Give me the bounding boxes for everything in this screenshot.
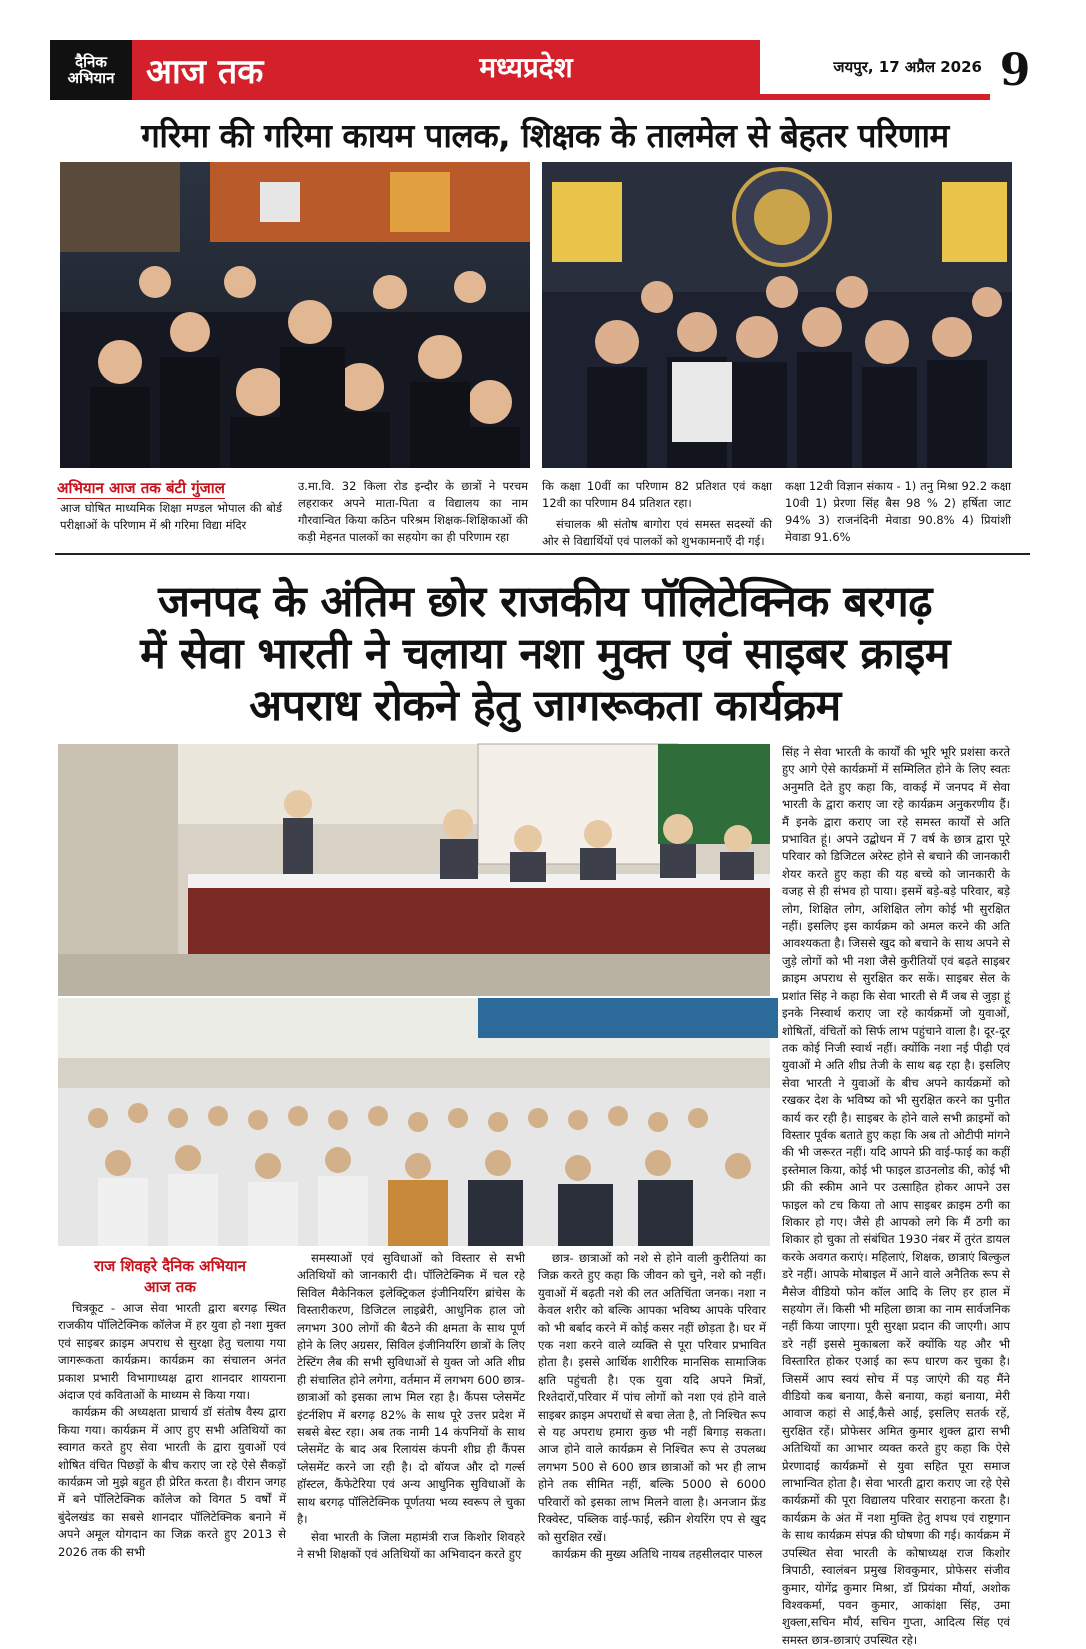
masthead <box>50 40 1040 100</box>
story2-headline-line1: जनपद के अंतिम छोर राजकीय पॉलिटेक्निक बरगढ़ <box>158 577 932 627</box>
story2-col1-para2: कार्यक्रम की अध्यक्षता प्राचार्य डॉ संतोष वैस्य द्वारा किया गया। कार्यक्रम में आए हुए सभी अतिथियों का स्वागत करते हुए सेवा भारती के द्वारा युवाओं एवं शोषित वंचित पिछड़ों के बीच कराए जा रहे ऐसे सैकड़ों कार्यक्रम जो मुझे बहुत ही प्रेरित करता है। वीरान जगह में बने पॉलिटेक्निक कॉलेज को विगत 5 वर्षों में बुंदेलखंड का सबसे शानदार पॉलिटेक्निक बनाने में अपने अमूल योगदान का जिक्र करते हुए 2013 से 2026 तक की सभी <box>58 1405 286 1559</box>
story1-col2: उ.मा.वि. 32 किला रोड इन्दौर के छात्रों ने परचम लहराकर अपने माता-पिता व विद्यालय का नाम गौरवान्वित किया कठिन परिश्रम शिक्षक-शिक्षिकाओं की कड़ी मेहनत पालकों का सहयोग का ही परिणाम रहा <box>298 479 528 544</box>
story1-byline: अभियान आज तक बंटी गुंजाल <box>57 479 225 497</box>
story2-headline <box>50 576 1040 732</box>
brand-line2: अभियान <box>67 69 115 87</box>
story2-headline-line3: अपराध रोकने हेतु जागरूकता कार्यक्रम <box>249 681 841 731</box>
story1-photo-right <box>542 162 1012 468</box>
story2-col2 <box>297 1250 525 1570</box>
dateline-area <box>760 40 990 100</box>
story2-col3 <box>538 1250 766 1570</box>
story1-photo-left <box>60 162 530 468</box>
story2-col4 <box>782 744 1010 1647</box>
story1-col3-para2: संचालक श्री संतोष बागोरा एवं समस्त सदस्यों की ओर से विद्यार्थियों एवं पालकों को शुभकामनाएँ दी गई। <box>542 517 772 548</box>
story1-col1: आज घोषित माध्यमिक शिक्षा मण्डल भोपाल की बोर्ड परीक्षाओं के परिणाम में श्री गरिमा विद्या मंदिर <box>60 501 282 532</box>
story1-col4: कक्षा 12वी विज्ञान संकाय - 1) तनु मिश्रा 92.2 कक्षा 10वी 1) प्रेरणा सिंह बैस 98 % 2) हर्षिता जाट 94% 3) राजनंदिनी मेवाडा 90.8% 4) प्रियांशी मेवाडा 91.6% <box>785 479 1011 544</box>
story2-col3-para1: छात्र- छात्राओं को नशे से होने वाली कुरीतियां का जिक्र करते हुए कहा कि जीवन को चुने, नशे को नहीं। युवाओं में बढ़ती नशे की लत अतिचिंता जनक। नशा न केवल शरीर को बल्कि आपका भविष्य आपके परिवार को भी बर्बाद करने में कोई कसर नहीं छोड़ता है। घर में एक नशा करने वाले व्यक्ति से पूरा परिवार प्रभावित होता है। इससे आर्थिक शारीरिक मानसिक सामाजिक क्षति पहुंचती है। एक युवा यदि अपने मित्रों, रिश्तेदारों,परिवार में पांच लोगों को नशा एवं होने वाले साइबर क्राइम अपराधों से बचा लेता है, तो निश्चित रूप से यह अपराध हमारा कुछ भी नहीं बिगाड़ सकता। आज होने वाले कार्यक्रम से निश्चित रूप से उपलब्ध लगभग 500 से 600 छात्र छात्राओं को भर ही लाभ होने तक सीमित नहीं, बल्कि 5000 से 6000 परिवारों को इसका लाभ मिलने वाला है। अनजान फ्रेंड रिक्वेस्ट, पब्लिक वाई-फाई, स्क्रीन शेयरिंग एप से खुद को सुरक्षित रखें। <box>538 1251 766 1544</box>
brand-line1: दैनिक <box>75 52 107 71</box>
story2-headline-line2: में सेवा भारती ने चलाया नशा मुक्त एवं साइबर क्राइम <box>140 629 950 679</box>
story1-headline: गरिमा की गरिमा कायम पालक, शिक्षक के तालमेल से बेहतर परिणाम <box>141 116 949 155</box>
page-number: 9 <box>999 44 1031 96</box>
story2-byline-line1: राज शिवहरे दैनिक अभियान <box>94 1257 246 1275</box>
story2-col2-para2: सेवा भारती के जिला महामंत्री राज किशोर शिवहरे ने सभी शिक्षकों एवं अतिथियों का अभिवादन करते हुए <box>297 1529 525 1561</box>
brand-logo-box <box>50 40 132 100</box>
story2-photo-top <box>58 744 770 996</box>
story2-col4-para1: सिंह ने सेवा भारती के कार्यों की भूरि भूरि प्रशंसा करते हुए आगे ऐसे कार्यक्रमों में सम्मिलित होने के लिए स्वतः अनुमति देते हुए कहा कि, वाकई में जनपद में सेवा भारती के द्वारा कराए जा रहे कार्यक्रम अनुकरणीय हैं। मैं इनके द्वारा कराए जा रहे समस्त कार्यों से अति प्रभावित हूं। अपने उद्बोधन में 7 वर्ष के छात्र द्वारा पूरे परिवार को डिजिटल अरेस्ट होने से बचाने की जानकारी शेयर करते हुए कहा की यह बच्चे को जानकारी के वजह से ही संभव हो पाया। इसमें बड़े-बड़े परिवार, बड़े लोग, शिक्षित लोग, अशिक्षित लोग कोई भी सुरक्षित नहीं। इसलिए इस कार्यक्रम को अमल करने की अति आवश्यकता है। जिससे खुद को बचाने के साथ अपने से जुड़े लोगों को भी नशा जैसे कुरीतियों एवं बढ़ते साइबर क्राइम अपराध से सुरक्षित कर सकें। साइबर सेल के प्रशांत सिंह ने कहा कि सेवा भारती से मैं जब से जुड़ा हूं इनके निस्वार्थ कराए जा रहे कार्यक्रमों जो युवाओं, शोषितों, वंचितों को सिर्फ लाभ पहुंचाने वाला है। दूर-दूर तक कोई निजी स्वार्थ नहीं। क्योंकि नशा नई पीढ़ी एवं युवाओं मे अति शीघ्र तेजी के साथ बढ़ रहा है। इसलिए सेवा भारती ने युवाओं के बीच अपने कार्यक्रमों को रखकर देश के भविष्य को भी सुरक्षित करने का पुनीत कार्य कर रही है। साइबर के होने वाले सभी क्राइमों को विस्तार पूर्वक बताते हुए कहा कि अब तो ओटीपी मांगने की भी जरूरत नहीं। यदि आपने फ्री वाई-फाई का कहीं इस्तेमाल किया, कोई भी फाइल डाउनलोड की, कोई भी फ्री की स्कीम आने पर उत्साहित होकर आपने उस फाइल को टच किया तो आप साइबर क्राइम ठगी का शिकार हो गए। जैसे ही आपको लगे कि मैं ठगी का शिकार हो चुका तो संबंधित 1930 नंबर में तुरंत डायल करके अवगत कराएं। महिलाएं, शिक्षक, छात्राएं बिल्कुल डरे नहीं। आपके मोबाइल में आने वाले अनैतिक रूप से मैसेज वीडियो फोन कॉल आदि के लिए हर हाल में सहयोग लें। किसी भी महिला छात्रा का नाम सार्वजनिक नहीं किया जाएगा। पूरी सुरक्षा प्रदान की जाएगी। आप डरे नहीं इससे मुकाबला करें क्योंकि यह और भी विस्तारित होकर एआई का रूप धारण कर चुका है। जिसमें आप स्वयं सोच में पड़ जाएंगे की यह मैंने वीडियो कब बनाया, कैसे बनाया, कहां बनाया, मेरी आवाज कहां से आई,कैसे आई, इसलिए सतर्क रहें, सुरक्षित रहें। प्रोफेसर अमित कुमार शुक्ल द्वारा सभी अतिथियों का आभार व्यक्त करते हुए कहा कि ऐसे प्रेरणादाई कार्यक्रमों से युवा सहित पूरा समाज लाभान्वित होता है। सेवा भारती द्वारा कराए जा रहे ऐसे कार्यक्रमों की पूरा विद्यालय परिवार सराहना करता है। कार्यक्रम के अंत में नशा मुक्ति हेतु शपथ एवं राष्ट्रगान के साथ कार्यक्रम संपन्न की घोषणा की गई। कार्यक्रम में उपस्थित सेवा भारती के कोषाध्यक्ष राज किशोर त्रिपाठी, स्वालंबन प्रमुख शिवकुमार, प्रोफेसर संजीव कुमार, योगेंद्र कुमार मिश्रा, डॉ प्रियंका मौर्या, अशोक विश्वकर्मा, पवन कुमार, आकांक्षा सिंह, उमा शुक्ला,सचिन मौर्य, सचिन गुप्ता, आदित्य सिंह एवं समस्त छात्र-छात्राएं उपस्थित रहे। <box>782 745 1010 1647</box>
story2-col3-para2: कार्यक्रम की मुख्य अतिथि नायब तहसीलदार पारुल <box>552 1546 763 1561</box>
story2-byline <box>60 1256 280 1298</box>
story2-col1 <box>58 1300 286 1570</box>
story-divider <box>55 553 1030 555</box>
brand-name: आज तक <box>132 40 292 100</box>
section-title: मध्यप्रदेश <box>479 51 573 84</box>
dateline: जयपुर, 17 अप्रैल 2026 <box>833 58 982 76</box>
story2-col2-para1: समस्याओं एवं सुविधाओं को विस्तार से सभी अतिथियों को जानकारी दी। पॉलिटेक्निक में चल रहे सिविल मैकेनिकल इलेक्ट्रिकल इंजीनियरिंग ब्रांचेस के विस्तारीकरण, डिजिटल लाइब्रेरी, आधुनिक हाल जो लगभग 300 लोगों की बैठने की क्षमता के साथ पूर्ण होने के लिए अग्रसर, सिविल इंजीनियरिंग छात्रों के लिए टेस्टिंग लैब की सभी सुविधाओं से युक्त जो अति शीघ्र ही संचालित होने लगेगा, वर्तमान में लगभग 600 छात्र-छात्राओं को इसका लाभ मिल रहा है। कैंपस प्लेसमेंट इंटर्नशिप में बरगढ़ 82% के साथ पूरे उत्तर प्रदेश में सबसे बेस्ट रहा। अब तक नामी 14 कंपनियों के साथ प्लेसमेंट के बाद अब रिलायंस कंपनी शीघ्र ही कैंपस प्लेसमेंट करने जा रही है। दो बॉयज और दो गर्ल्स हॉस्टल, कैंफेटेरिया एवं अन्य आधुनिक सुविधाओं के साथ बरगढ़ पॉलिटेक्निक पूर्णतया भव्य स्वरूप ले चुका है। <box>297 1251 525 1527</box>
story1-col3 <box>542 478 772 550</box>
story1-col3-para1: कि कक्षा 10वीं का परिणाम 82 प्रतिशत एवं कक्षा 12वी का परिणाम 84 प्रतिशत रहा। <box>542 479 772 510</box>
story2-col1-para1: चित्रकूट - आज सेवा भारती द्वारा बरगढ़ स्थित राजकीय पॉलिटेक्निक कॉलेज में हर युवा हो नशा मुक्त एवं साइबर क्राइम अपराध से सुरक्षा हेतु चलाया गया जागरूकता कार्यक्रम। कार्यक्रम का संचालन अनंत प्रकाश प्रभारी विभागाध्यक्ष द्वारा शानदार शायराना अंदाज एवं कविताओं के माध्यम से किया गया। <box>58 1301 286 1403</box>
section-bar <box>292 40 760 100</box>
story2-photo-bottom <box>58 998 770 1246</box>
story2-byline-line2: आज तक <box>144 1278 196 1296</box>
